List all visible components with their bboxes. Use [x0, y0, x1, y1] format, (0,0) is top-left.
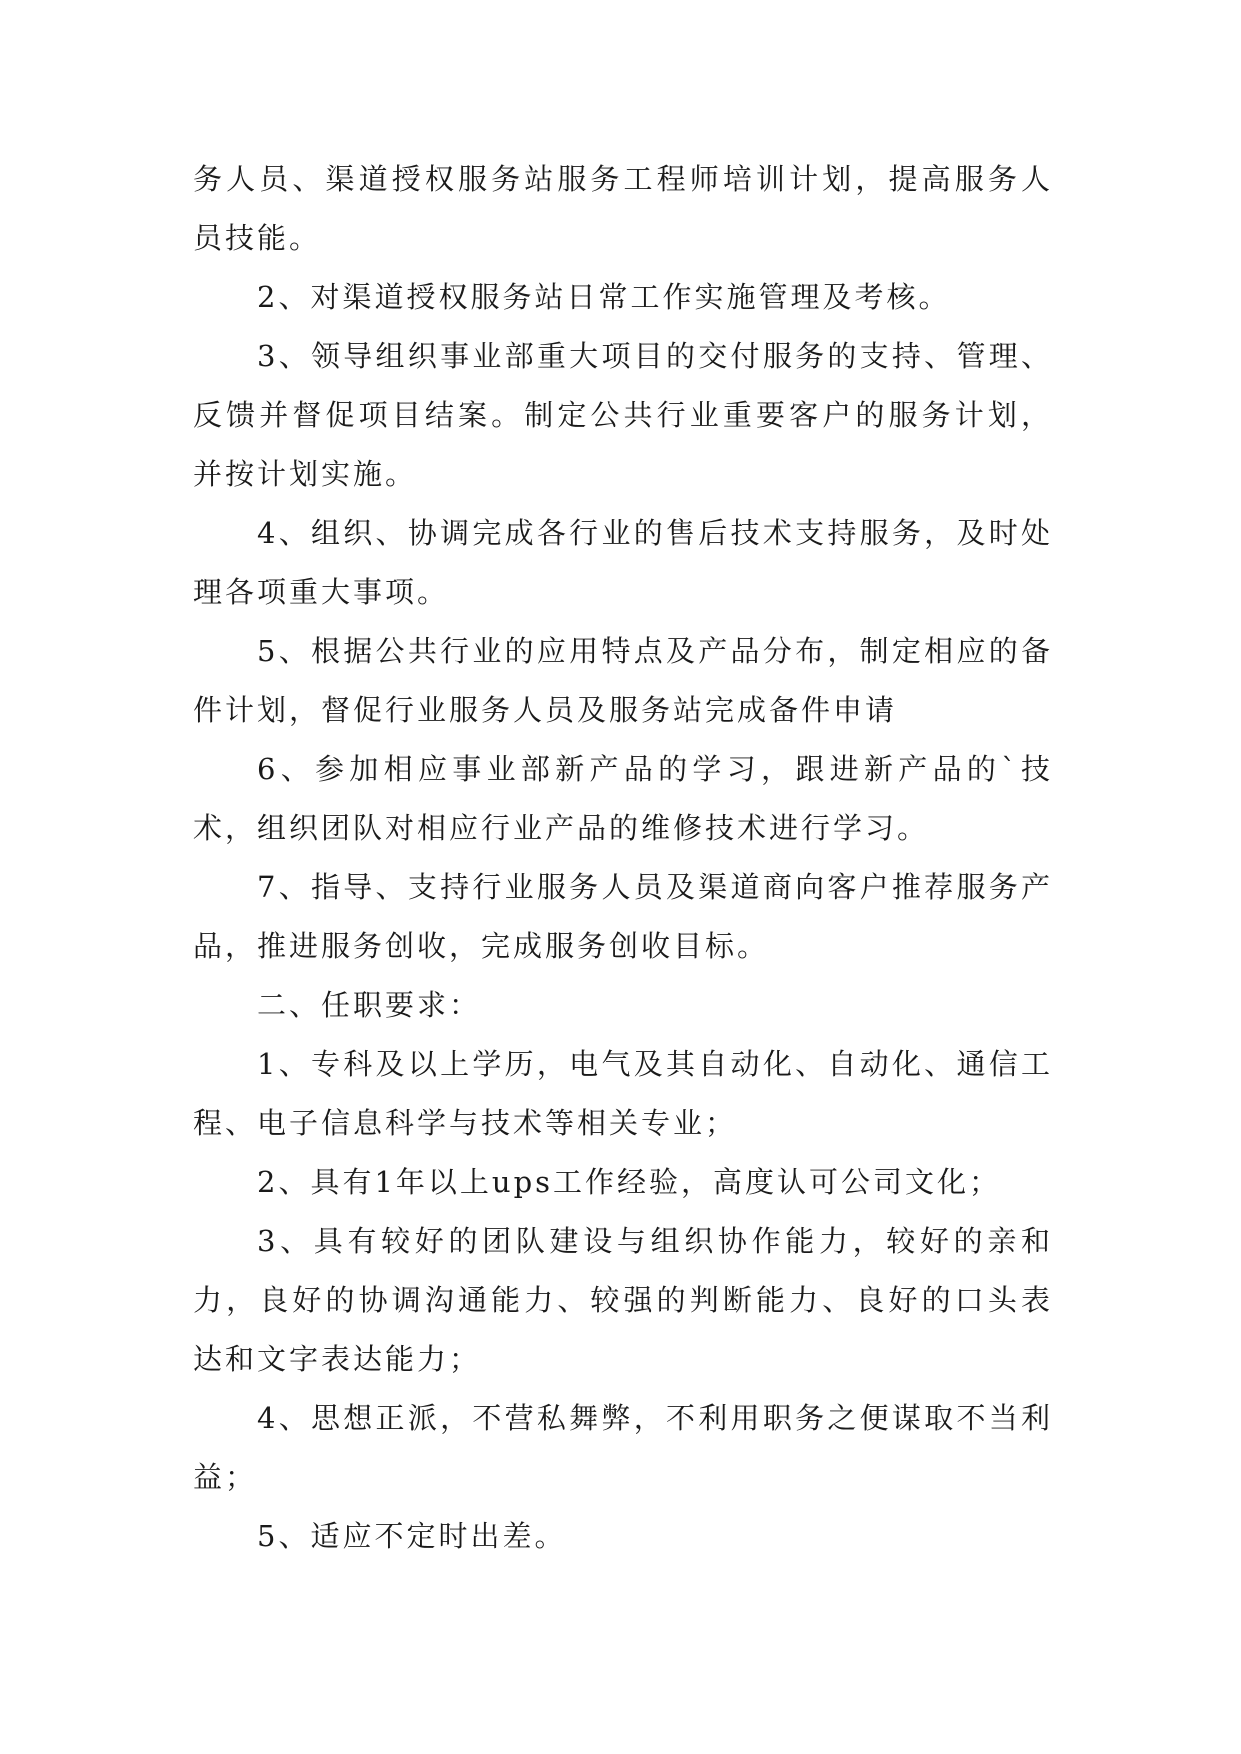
section-heading-requirements: 二、任职要求： — [257, 988, 482, 1022]
paragraph-continuation: 务人员、渠道授权服务站服务工程师培训计划，提高服务人员技能。 — [193, 162, 1053, 255]
paragraph-requirement-4: 4、思想正派，不营私舞弊，不利用职务之便谋取不当利益； — [193, 1401, 1053, 1494]
paragraph-duty-2: 2、对渠道授权服务站日常工作实施管理及考核。 — [257, 280, 951, 314]
paragraph-requirement-1: 1、专科及以上学历，电气及其自动化、自动化、通信工程、电子信息科学与技术等相关专业； — [193, 1047, 1053, 1140]
paragraph-requirement-5: 5、适应不定时出差。 — [257, 1519, 567, 1553]
paragraph-requirement-2: 2、具有1年以上ups工作经验，高度认可公司文化； — [257, 1165, 1002, 1199]
paragraph-duty-6: 6、参加相应事业部新产品的学习，跟进新产品的`技术，组织团队对相应行业产品的维修技术进行学习。 — [193, 752, 1053, 845]
document-body — [193, 150, 1053, 1566]
paragraph-duty-7: 7、指导、支持行业服务人员及渠道商向客户推荐服务产品，推进服务创收，完成服务创收目标。 — [193, 870, 1053, 963]
paragraph-duty-3: 3、领导组织事业部重大项目的交付服务的支持、管理、反馈并督促项目结案。制定公共行业重要客户的服务计划，并按计划实施。 — [193, 339, 1053, 491]
paragraph-duty-5: 5、根据公共行业的应用特点及产品分布，制定相应的备件计划，督促行业服务人员及服务站完成备件申请 — [193, 634, 1053, 727]
paragraph-duty-4: 4、组织、协调完成各行业的售后技术支持服务，及时处理各项重大事项。 — [193, 516, 1053, 609]
paragraph-requirement-3: 3、具有较好的团队建设与组织协作能力，较好的亲和力，良好的协调沟通能力、较强的判断能力、良好的口头表达和文字表达能力； — [193, 1224, 1053, 1376]
